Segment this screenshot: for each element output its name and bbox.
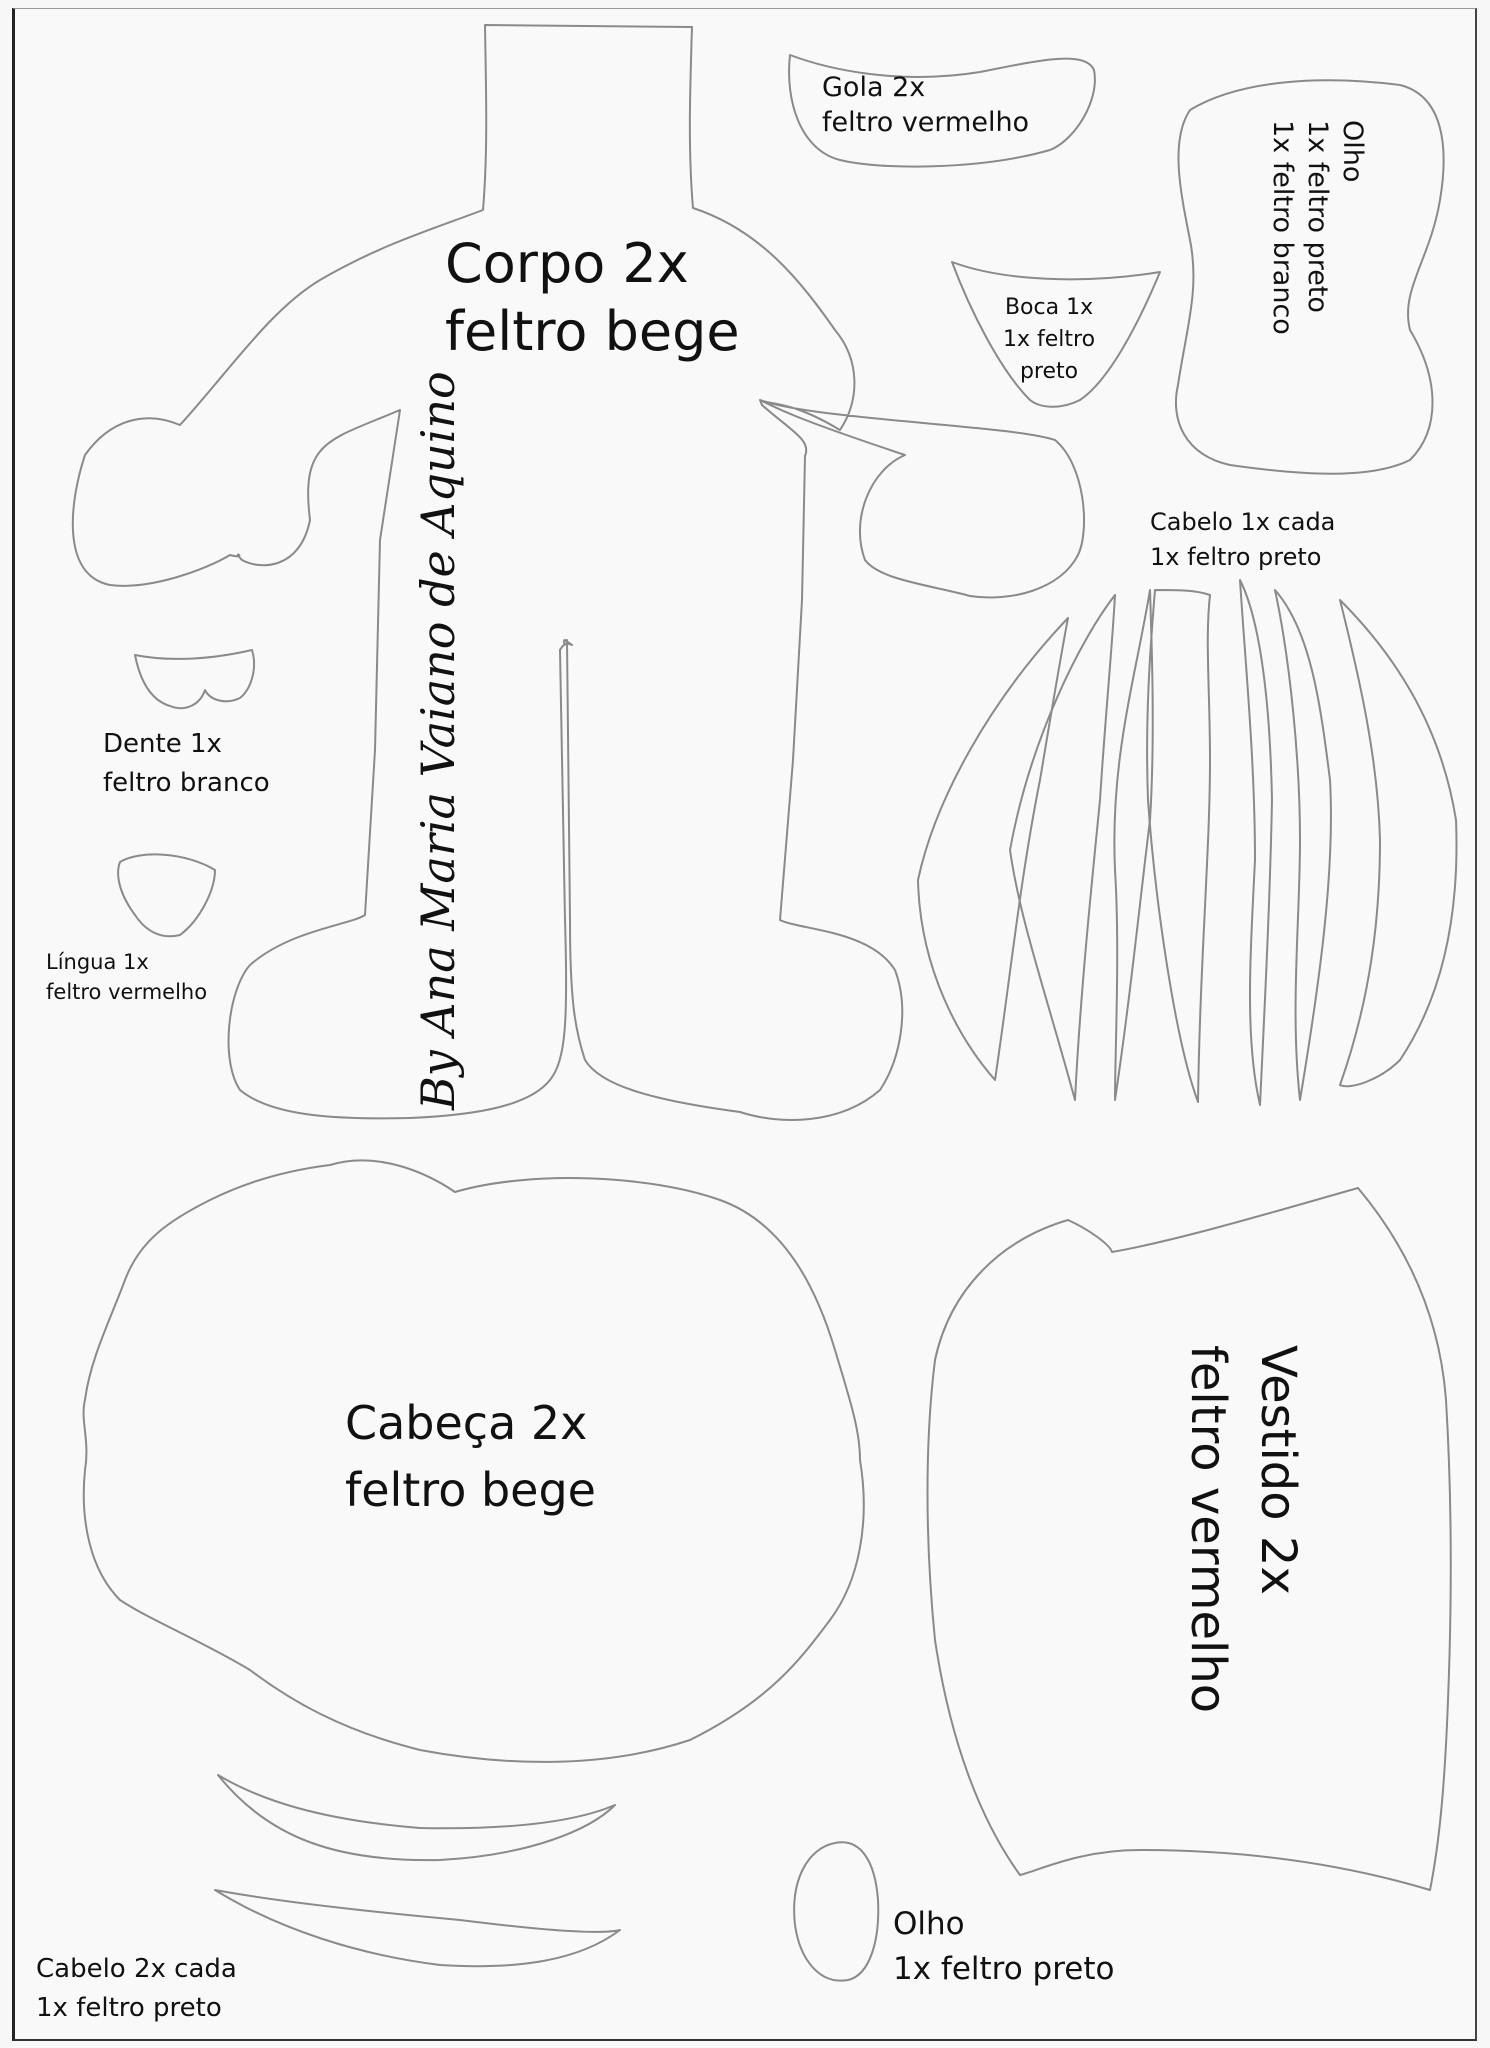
hair-strip-5 (1240, 580, 1272, 1105)
vestido-line2: feltro vermelho (1180, 1345, 1237, 1714)
vestido-line1: Vestido 2x (1250, 1345, 1306, 1595)
boca-line1: Boca 1x (1004, 295, 1094, 320)
olho-bottom-line1: Olho (893, 1906, 965, 1942)
dente-outline (135, 650, 254, 708)
cabelo-2x-line2: 1x feltro preto (36, 1993, 222, 2023)
cabelo-cada-line2: 1x feltro preto (1150, 542, 1322, 571)
hair-strip-1 (918, 618, 1068, 1080)
hair-strip-3 (1114, 590, 1152, 1100)
cabeca-line2: feltro bege (345, 1462, 596, 1517)
corpo-line1: Corpo 2x (445, 232, 689, 295)
lingua-outline (118, 854, 215, 936)
boca-line3: preto (1019, 358, 1079, 384)
olho-top-line3: 1x feltro branco (1266, 120, 1298, 335)
lingua-line2: feltro vermelho (46, 980, 208, 1005)
olho-top-line1: Olho (1337, 120, 1368, 183)
author-signature: By Ana Maria Vaiano de Aquino (411, 371, 465, 1110)
olho-bottom-outline (794, 1842, 878, 1980)
cabelo-2x-line1: Cabelo 2x cada (36, 1954, 237, 1984)
vestido-label (1173, 1345, 1312, 1713)
gola-line1: Gola 2x (822, 72, 926, 103)
body-outline (73, 25, 1084, 1120)
corpo-label (445, 230, 740, 365)
olho-bottom-line2: 1x feltro preto (893, 1950, 1115, 1987)
cabeca-label (345, 1390, 596, 1523)
cabelo-cada-line1: Cabelo 1x cada (1150, 508, 1336, 536)
hair-strip-bottom-1 (218, 1775, 615, 1860)
corpo-line2: feltro bege (445, 299, 740, 363)
hair-strip-bottom-2 (215, 1890, 620, 1966)
olho-bottom-label (893, 1902, 1115, 1992)
lingua-label (46, 947, 207, 1008)
boca-label (1003, 292, 1095, 388)
hair-strip-4 (1147, 590, 1210, 1102)
lingua-line1: Língua 1x (46, 950, 149, 974)
boca-line2: 1x feltro (1003, 326, 1096, 352)
dente-label (103, 725, 270, 803)
cabelo-cada-label (1150, 505, 1335, 575)
cabelo-2x-label (36, 1950, 237, 2028)
olho-top-line2: 1x feltro preto (1301, 120, 1333, 313)
hair-strip-7 (1340, 600, 1457, 1086)
hair-strip-2 (1010, 595, 1115, 1100)
gola-label (822, 70, 1029, 140)
dente-line2: feltro branco (103, 768, 270, 798)
olho-top-label (1265, 120, 1370, 335)
cabeca-line1: Cabeça 2x (345, 1396, 588, 1450)
gola-line2: feltro vermelho (822, 107, 1030, 139)
hair-strip-6 (1275, 590, 1331, 1100)
dente-line1: Dente 1x (103, 729, 222, 759)
